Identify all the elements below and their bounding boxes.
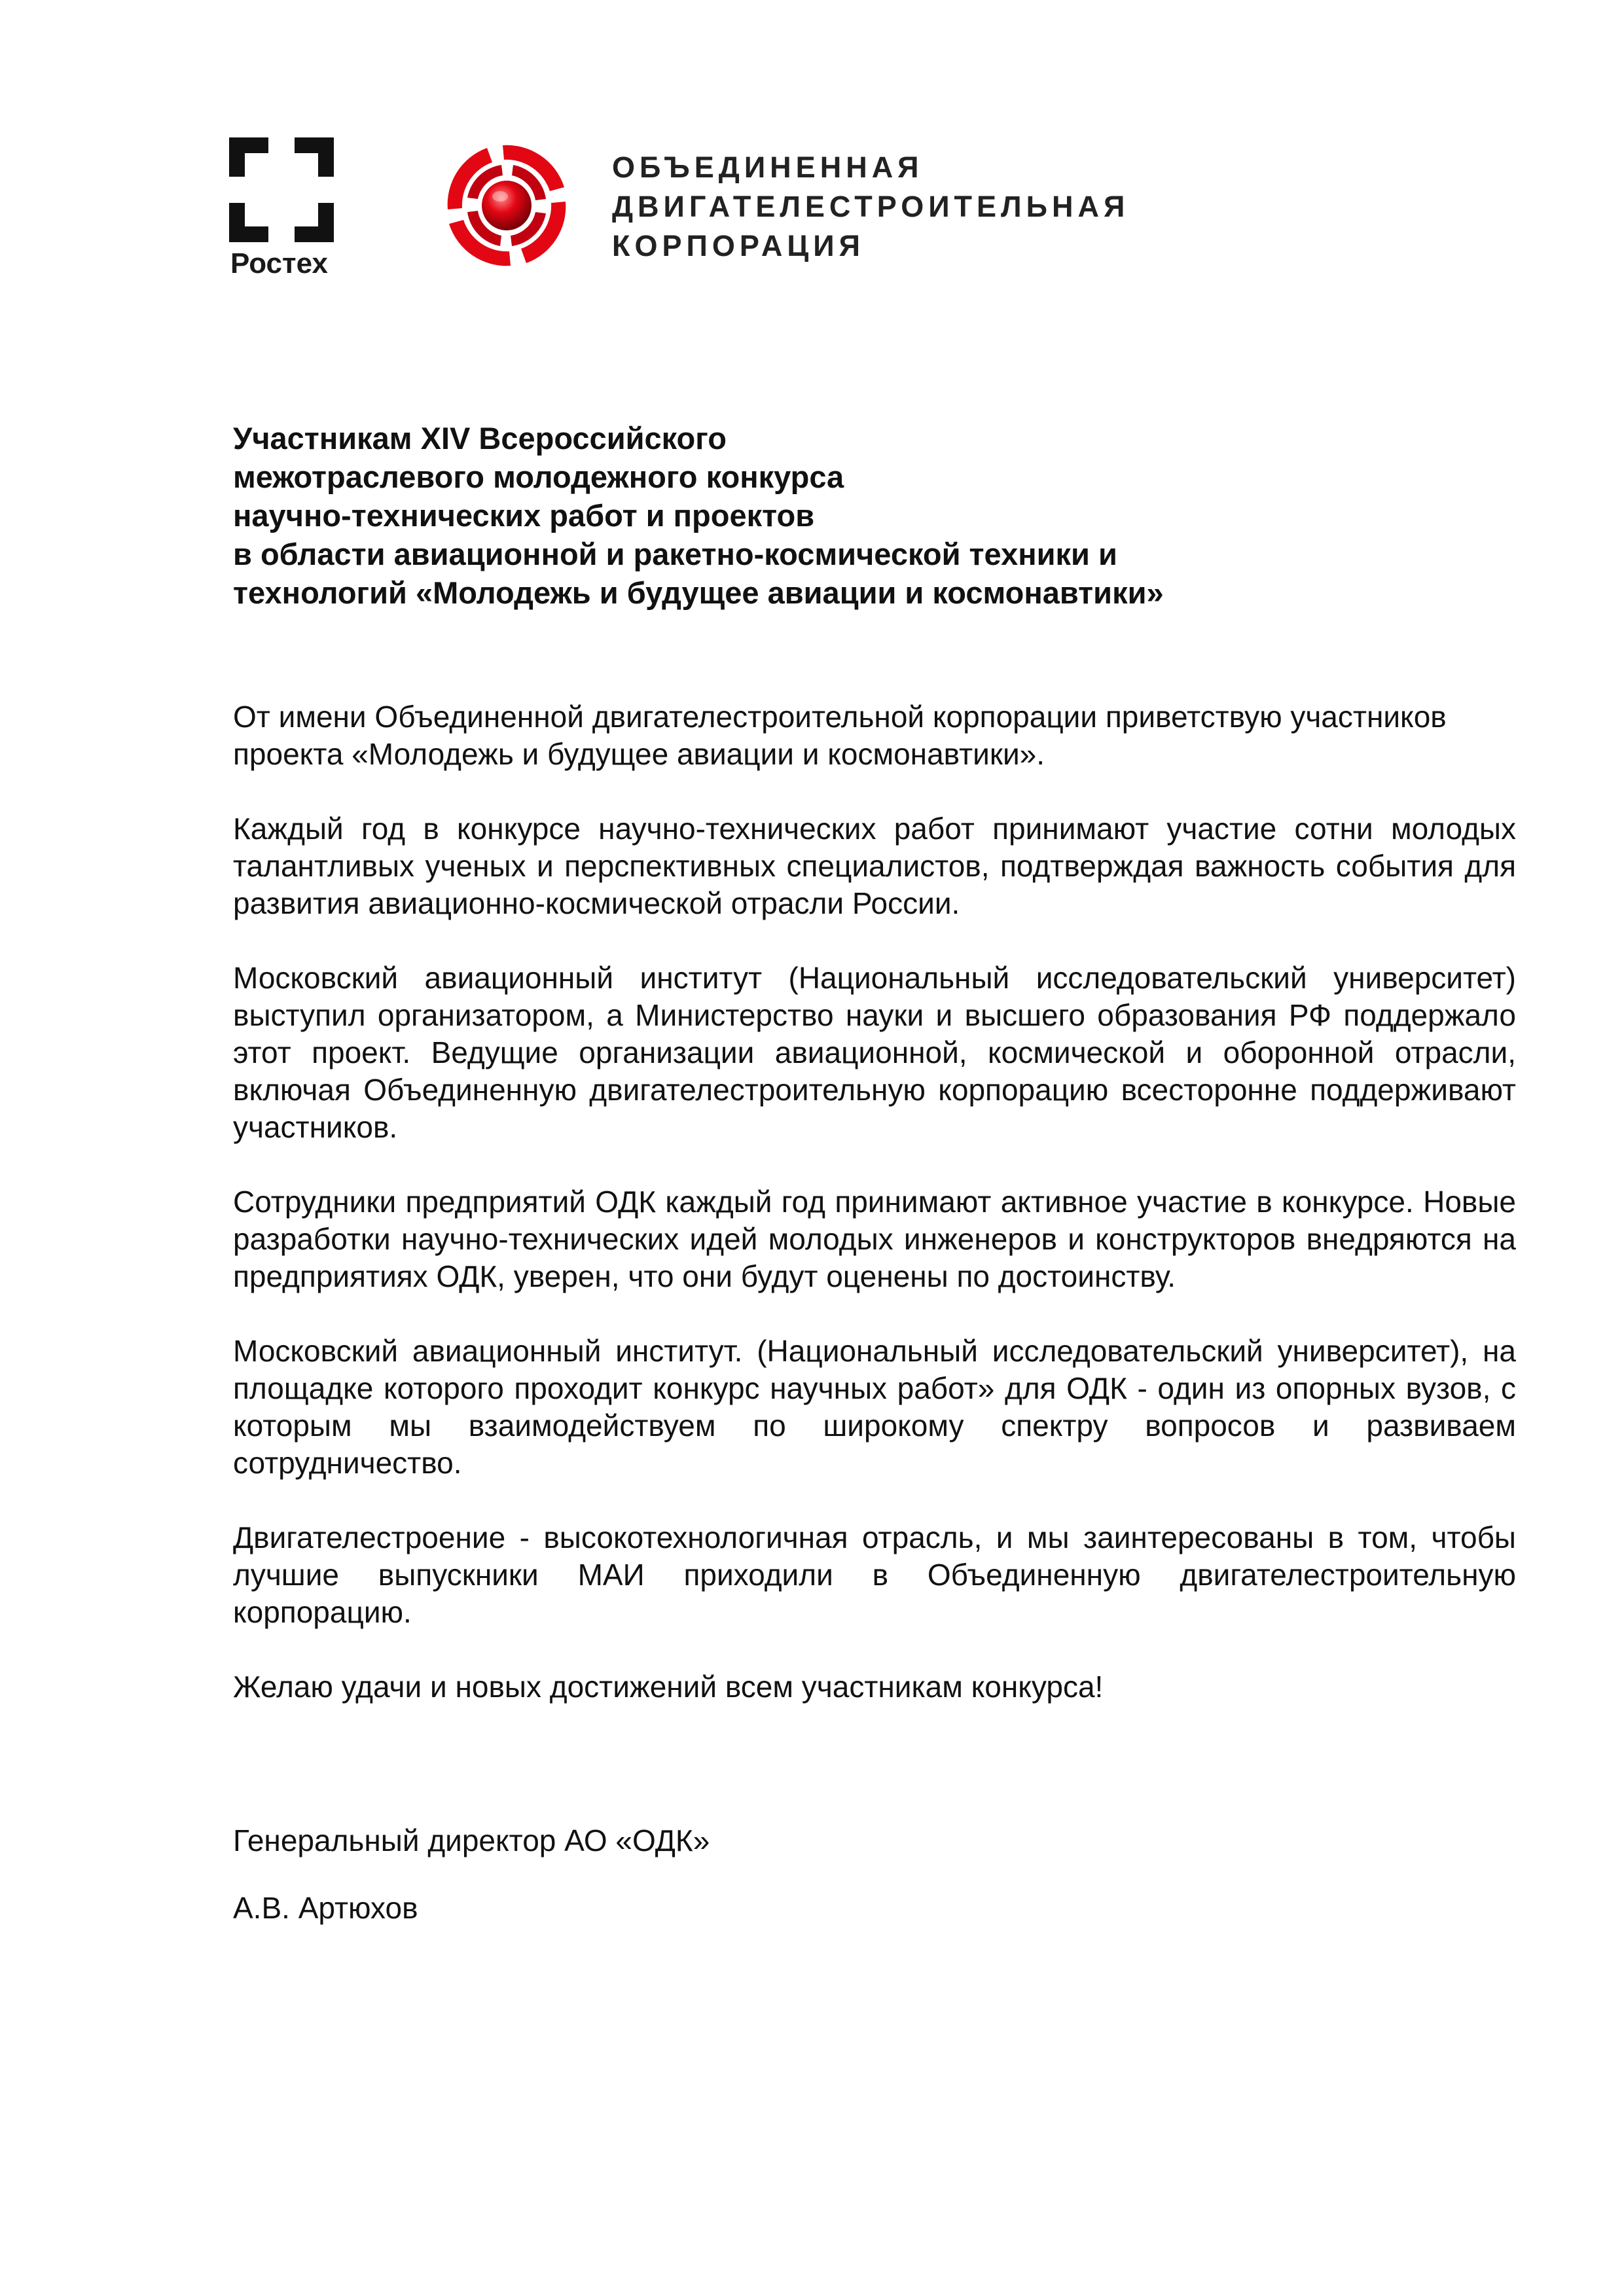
signatory-name: А.В. Артюхов [233, 1891, 418, 1925]
body-paragraph: Двигателестроение - высокотехнологичная отрасль, и мы заинтересованы в том, чтобы лучшие выпускники МАИ приходили в Объединенную двигателестроительную корпорацию. [233, 1520, 1516, 1629]
odk-company-name [612, 148, 1129, 266]
body-paragraph: Каждый год в конкурсе научно-технических работ принимают участие сотни молодых талантливых ученых и перспективных специалистов, подтверждая важность события для развития авиационно-космической отрасли России. [233, 812, 1516, 920]
addressee-line: технологий «Молодежь и будущее авиации и космонавтики» [233, 575, 1164, 610]
body-paragraph: От имени Объединенной двигателестроительной корпорации приветствую участников проекта «Молодежь и будущее авиации и космонавтики». [233, 700, 1447, 771]
odk-emblem-icon [437, 136, 576, 275]
addressee-line: межотраслевого молодежного конкурса [233, 459, 844, 494]
odk-name-line: ДВИГАТЕЛЕСТРОИТЕЛЬНАЯ [612, 190, 1130, 223]
signatory-position: Генеральный директор АО «ОДК» [233, 1823, 710, 1857]
addressee-line: научно-технических работ и проектов [233, 498, 815, 533]
rostec-label: Ростех [230, 247, 328, 279]
signature-block [233, 1822, 1516, 1927]
body-paragraph: Московский авиационный институт. (Национальный исследовательский университет), на площадке которого проходит конкурс научных работ» для ОДК - один из опорных вузов, с которым мы взаимодействуем по широкому спектру вопросов и развиваем сотрудничество. [233, 1334, 1516, 1480]
body-paragraph: Сотрудники предприятий ОДК каждый год принимают активное участие в конкурсе. Новые разработки научно-технических идей молодых инженеров и конструкторов внедряются на предприятиях ОДК, уверен, что они будут оценены по достоинству. [233, 1185, 1516, 1293]
addressee-line: в области авиационной и ракетно-космической техники и [233, 537, 1117, 571]
rostec-logo [229, 137, 339, 288]
body-paragraph: Желаю удачи и новых достижений всем участникам конкурса! [233, 1670, 1104, 1704]
addressee-block [233, 419, 1516, 612]
odk-name-line: ОБЪЕДИНЕННАЯ [612, 151, 924, 184]
body-paragraph: Московский авиационный институт (Национальный исследовательский университет) выступил организатором, а Министерство науки и высшего образования РФ поддержало этот проект. Ведущие организации авиационной, космической и оборонной отрасли, включая Объединенную двигателестроительную корпорацию всесторонне поддерживают участников. [233, 961, 1516, 1144]
letter [233, 419, 1516, 1957]
rostec-emblem-icon [229, 137, 334, 242]
letter-body [233, 698, 1516, 1706]
odk-name-line: КОРПОРАЦИЯ [612, 229, 865, 262]
addressee-line: Участникам XIV Всероссийского [233, 421, 727, 456]
